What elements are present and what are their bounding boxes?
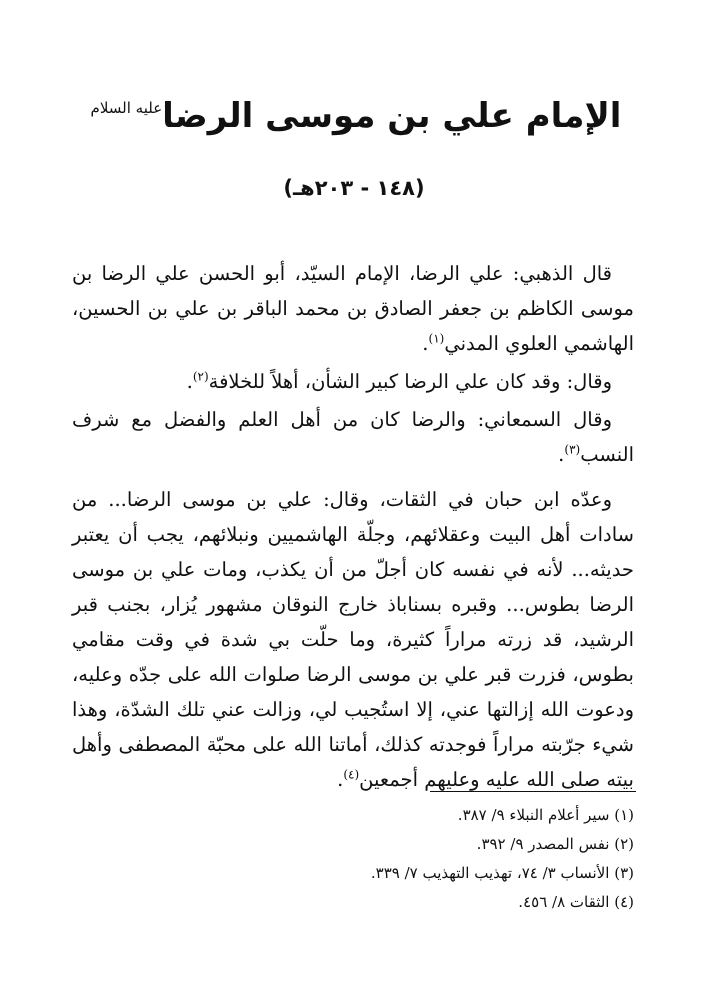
- footnote-ref-3: (٣): [564, 442, 581, 457]
- paragraph-1: قال الذهبي: علي الرضا، الإمام السيّد، أبو الحسن علي الرضا بن موسى الكاظم بن جعفر الصادق بن محمد الباقر بن علي بن الحسين، الهاشمي العلوي المدني$^{(١)}$.: [72, 262, 634, 355]
- footnote-1: (١) سير أعلام النبلاء ٩/ ٣٨٧.: [457, 806, 634, 824]
- footnote-2: (٢) نفس المصدر ٩/ ٣٩٢.: [476, 835, 634, 853]
- paragraph-4: وعدّه ابن حبان في الثقات، وقال: علي بن موسى الرضا... من سادات أهل البيت وعقلائهم، وجلّة الهاشميين ونبلائهم، يجب أن يعتبر حديثه... لأنه في نفسه كان أجلّ من أن يكذب، ومات علي بن موسى الرضا بطوس... وقبره بسناباذ خارج النوقان مشهور يُزار، بجنب قبر الرشيد، قد زرته مراراً كثيرة، وما حلّت بي شدة في وقت مقامي بطوس، فزرت قبر علي بن موسى الرضا صلوات الله على جدّه وعليه، ودعوت الله إزالتها عني، إلا استُجيب لي، وزالت عني تلك الشدّة، وهذا شيء جرّبته مراراً فوجدته كذلك، أماتنا الله على محبّة المصطفى وأهل بيته صلى الله عليه وعليهم أجمعين$^{(٤)}$.: [72, 488, 634, 791]
- body-text: [72, 256, 634, 807]
- title-text: الإمام علي بن موسى الرضا: [162, 96, 622, 136]
- footnotes: [72, 801, 634, 917]
- footnote-ref-2: (٢): [192, 369, 209, 384]
- footnote-3: (٣) الأنساب ٣/ ٧٤، تهذيب التهذيب ٧/ ٣٣٩.: [370, 864, 634, 882]
- paragraph-3: وقال السمعاني: والرضا كان من أهل العلم والفضل مع شرف النسب$^{(٣)}$.: [72, 408, 634, 466]
- page-title: [0, 96, 708, 136]
- footnote-4: (٤) الثقات ٨/ ٤٥٦.: [518, 893, 634, 911]
- life-dates: (١٤٨ - ٢٠٣هـ): [283, 176, 425, 200]
- paragraph-2: وقال: وقد كان علي الرضا كبير الشأن، أهلاً للخلافة$^{(٢)}$.: [186, 369, 612, 393]
- footnote-ref-1: (١): [428, 331, 445, 346]
- footnote-ref-4: (٤): [343, 767, 360, 782]
- honorific-text: عليه السلام: [90, 99, 163, 117]
- footnote-divider: [430, 791, 636, 792]
